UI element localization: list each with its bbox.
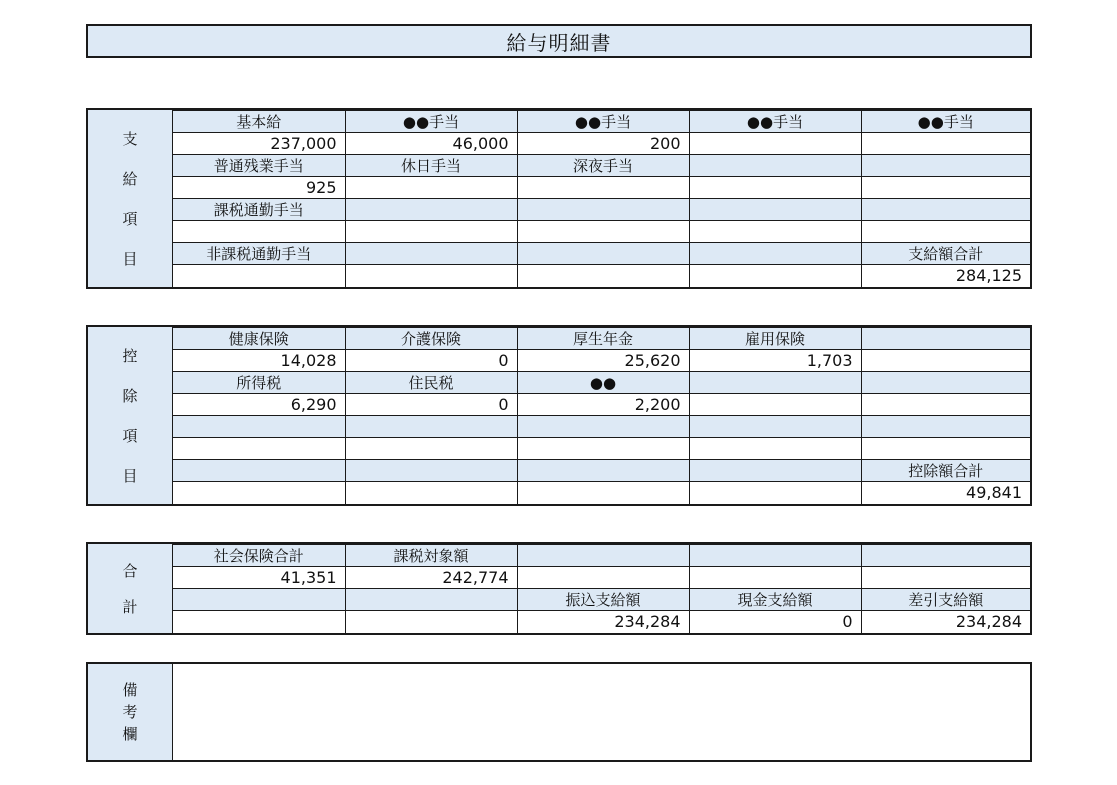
deduction-item-label: 住民税 <box>345 372 517 394</box>
remarks-section <box>86 662 1032 762</box>
deduction-item-value[interactable]: 49,841 <box>861 482 1030 504</box>
deduction-item-label <box>861 372 1030 394</box>
deduction-item-label: 所得税 <box>173 372 345 394</box>
pay-side-char: 項 <box>122 209 138 228</box>
value-row <box>173 221 1030 243</box>
deduction-item-value[interactable]: 2,200 <box>517 394 689 416</box>
deduction-item-label <box>345 460 517 482</box>
pay-item-label: ●●手当 <box>517 111 689 133</box>
deduction-item-value[interactable]: 0 <box>345 350 517 372</box>
pay-item-value[interactable] <box>861 133 1030 155</box>
pay-item-label <box>689 155 861 177</box>
pay-item-value[interactable] <box>689 265 861 287</box>
deduction-item-label <box>173 460 345 482</box>
pay-item-value[interactable]: 284,125 <box>861 265 1030 287</box>
pay-item-label: 課税通勤手当 <box>173 199 345 221</box>
pay-item-label <box>517 199 689 221</box>
deduction-item-value[interactable] <box>345 482 517 504</box>
pay-item-value[interactable]: 237,000 <box>173 133 345 155</box>
pay-item-value[interactable] <box>861 177 1030 199</box>
deduction-item-label <box>689 416 861 438</box>
total-item-value[interactable] <box>345 611 517 633</box>
deduction-item-value[interactable]: 0 <box>345 394 517 416</box>
total-item-label <box>517 545 689 567</box>
deduction-section <box>86 325 1032 506</box>
total-table <box>173 544 1030 633</box>
remarks-side-char: 考 <box>122 703 138 721</box>
deduction-item-label: 介護保険 <box>345 328 517 350</box>
deduction-item-value[interactable] <box>861 350 1030 372</box>
value-row <box>173 438 1030 460</box>
total-item-value[interactable] <box>173 611 345 633</box>
pay-item-value[interactable] <box>689 221 861 243</box>
pay-item-label <box>345 199 517 221</box>
pay-item-value[interactable] <box>517 221 689 243</box>
deduction-item-value[interactable] <box>517 482 689 504</box>
total-item-label: 社会保険合計 <box>173 545 345 567</box>
pay-item-label: 非課税通勤手当 <box>173 243 345 265</box>
remarks-side-char: 欄 <box>122 725 138 743</box>
deduction-item-label <box>861 328 1030 350</box>
deduction-item-value[interactable] <box>689 394 861 416</box>
deduction-side-char: 除 <box>122 386 138 405</box>
deduction-item-label: 健康保険 <box>173 328 345 350</box>
total-side-char: 合 <box>122 561 138 580</box>
remarks-input[interactable] <box>173 664 1030 760</box>
pay-item-label: 普通残業手当 <box>173 155 345 177</box>
pay-item-value[interactable] <box>517 265 689 287</box>
pay-item-value[interactable] <box>173 221 345 243</box>
total-item-value[interactable]: 234,284 <box>517 611 689 633</box>
deduction-item-label <box>689 372 861 394</box>
value-row <box>173 350 1030 372</box>
pay-item-value[interactable] <box>861 221 1030 243</box>
deduction-item-value[interactable]: 14,028 <box>173 350 345 372</box>
pay-item-value[interactable] <box>173 265 345 287</box>
pay-item-label: 深夜手当 <box>517 155 689 177</box>
total-side-label <box>88 544 173 633</box>
value-row <box>173 567 1030 589</box>
label-row <box>173 328 1030 350</box>
total-side-char: 計 <box>122 597 138 616</box>
total-section <box>86 542 1032 635</box>
total-item-value[interactable] <box>517 567 689 589</box>
total-item-value[interactable]: 234,284 <box>861 611 1030 633</box>
pay-item-label <box>861 155 1030 177</box>
total-item-label: 課税対象額 <box>345 545 517 567</box>
pay-side-char: 給 <box>122 169 138 188</box>
deduction-item-label: ●● <box>517 372 689 394</box>
pay-table <box>173 110 1030 287</box>
pay-item-value[interactable] <box>689 177 861 199</box>
pay-item-value[interactable] <box>689 133 861 155</box>
deduction-side-char: 項 <box>122 426 138 445</box>
deduction-item-label <box>517 416 689 438</box>
value-row <box>173 611 1030 633</box>
pay-side-label <box>88 110 173 287</box>
total-item-value[interactable] <box>861 567 1030 589</box>
label-row <box>173 460 1030 482</box>
deduction-item-label <box>173 416 345 438</box>
value-row <box>173 394 1030 416</box>
total-item-value[interactable] <box>689 567 861 589</box>
label-row <box>173 545 1030 567</box>
label-row <box>173 416 1030 438</box>
total-item-value[interactable]: 41,351 <box>173 567 345 589</box>
deduction-item-value[interactable]: 25,620 <box>517 350 689 372</box>
deduction-item-value[interactable] <box>861 438 1030 460</box>
total-item-label <box>345 589 517 611</box>
deduction-item-value[interactable] <box>517 438 689 460</box>
pay-item-label: ●●手当 <box>345 111 517 133</box>
pay-item-label: ●●手当 <box>689 111 861 133</box>
deduction-item-label: 控除額合計 <box>861 460 1030 482</box>
total-item-label <box>173 589 345 611</box>
deduction-item-label: 雇用保険 <box>689 328 861 350</box>
total-item-value[interactable]: 242,774 <box>345 567 517 589</box>
total-item-label <box>861 545 1030 567</box>
pay-item-value[interactable] <box>345 221 517 243</box>
total-item-label: 振込支給額 <box>517 589 689 611</box>
deduction-item-value[interactable]: 6,290 <box>173 394 345 416</box>
pay-item-label: 休日手当 <box>345 155 517 177</box>
pay-item-label: ●●手当 <box>861 111 1030 133</box>
pay-item-label <box>345 243 517 265</box>
pay-item-value[interactable]: 46,000 <box>345 133 517 155</box>
label-row <box>173 111 1030 133</box>
deduction-side-label <box>88 327 173 504</box>
pay-item-value[interactable] <box>517 177 689 199</box>
pay-side-char: 目 <box>122 249 138 268</box>
remarks-side-char: 備 <box>122 681 138 699</box>
remarks-side-label <box>88 664 173 760</box>
deduction-item-value[interactable] <box>861 394 1030 416</box>
pay-item-value[interactable] <box>345 265 517 287</box>
deduction-item-value[interactable]: 1,703 <box>689 350 861 372</box>
document-title: 給与明細書 <box>86 24 1032 58</box>
pay-item-label <box>861 199 1030 221</box>
label-row <box>173 372 1030 394</box>
pay-item-value[interactable]: 925 <box>173 177 345 199</box>
pay-item-label: 基本給 <box>173 111 345 133</box>
deduction-item-value[interactable] <box>689 438 861 460</box>
value-row <box>173 265 1030 287</box>
label-row <box>173 155 1030 177</box>
deduction-item-value[interactable] <box>173 482 345 504</box>
deduction-item-label <box>345 416 517 438</box>
pay-item-label <box>517 243 689 265</box>
deduction-item-value[interactable] <box>345 438 517 460</box>
deduction-item-value[interactable] <box>689 482 861 504</box>
value-row <box>173 177 1030 199</box>
deduction-side-char: 目 <box>122 466 138 485</box>
deduction-item-value[interactable] <box>173 438 345 460</box>
deduction-item-label <box>517 460 689 482</box>
label-row <box>173 243 1030 265</box>
label-row <box>173 589 1030 611</box>
pay-section <box>86 108 1032 289</box>
deduction-item-label <box>689 460 861 482</box>
pay-side-char: 支 <box>122 129 138 148</box>
total-item-label <box>689 545 861 567</box>
total-item-label: 差引支給額 <box>861 589 1030 611</box>
deduction-item-label: 厚生年金 <box>517 328 689 350</box>
value-row <box>173 133 1030 155</box>
pay-item-value[interactable]: 200 <box>517 133 689 155</box>
total-item-value[interactable]: 0 <box>689 611 861 633</box>
pay-item-label: 支給額合計 <box>861 243 1030 265</box>
deduction-side-char: 控 <box>122 346 138 365</box>
label-row <box>173 199 1030 221</box>
pay-item-label <box>689 199 861 221</box>
value-row <box>173 482 1030 504</box>
pay-item-label <box>689 243 861 265</box>
total-item-label: 現金支給額 <box>689 589 861 611</box>
deduction-table <box>173 327 1030 504</box>
deduction-item-label <box>861 416 1030 438</box>
pay-item-value[interactable] <box>345 177 517 199</box>
